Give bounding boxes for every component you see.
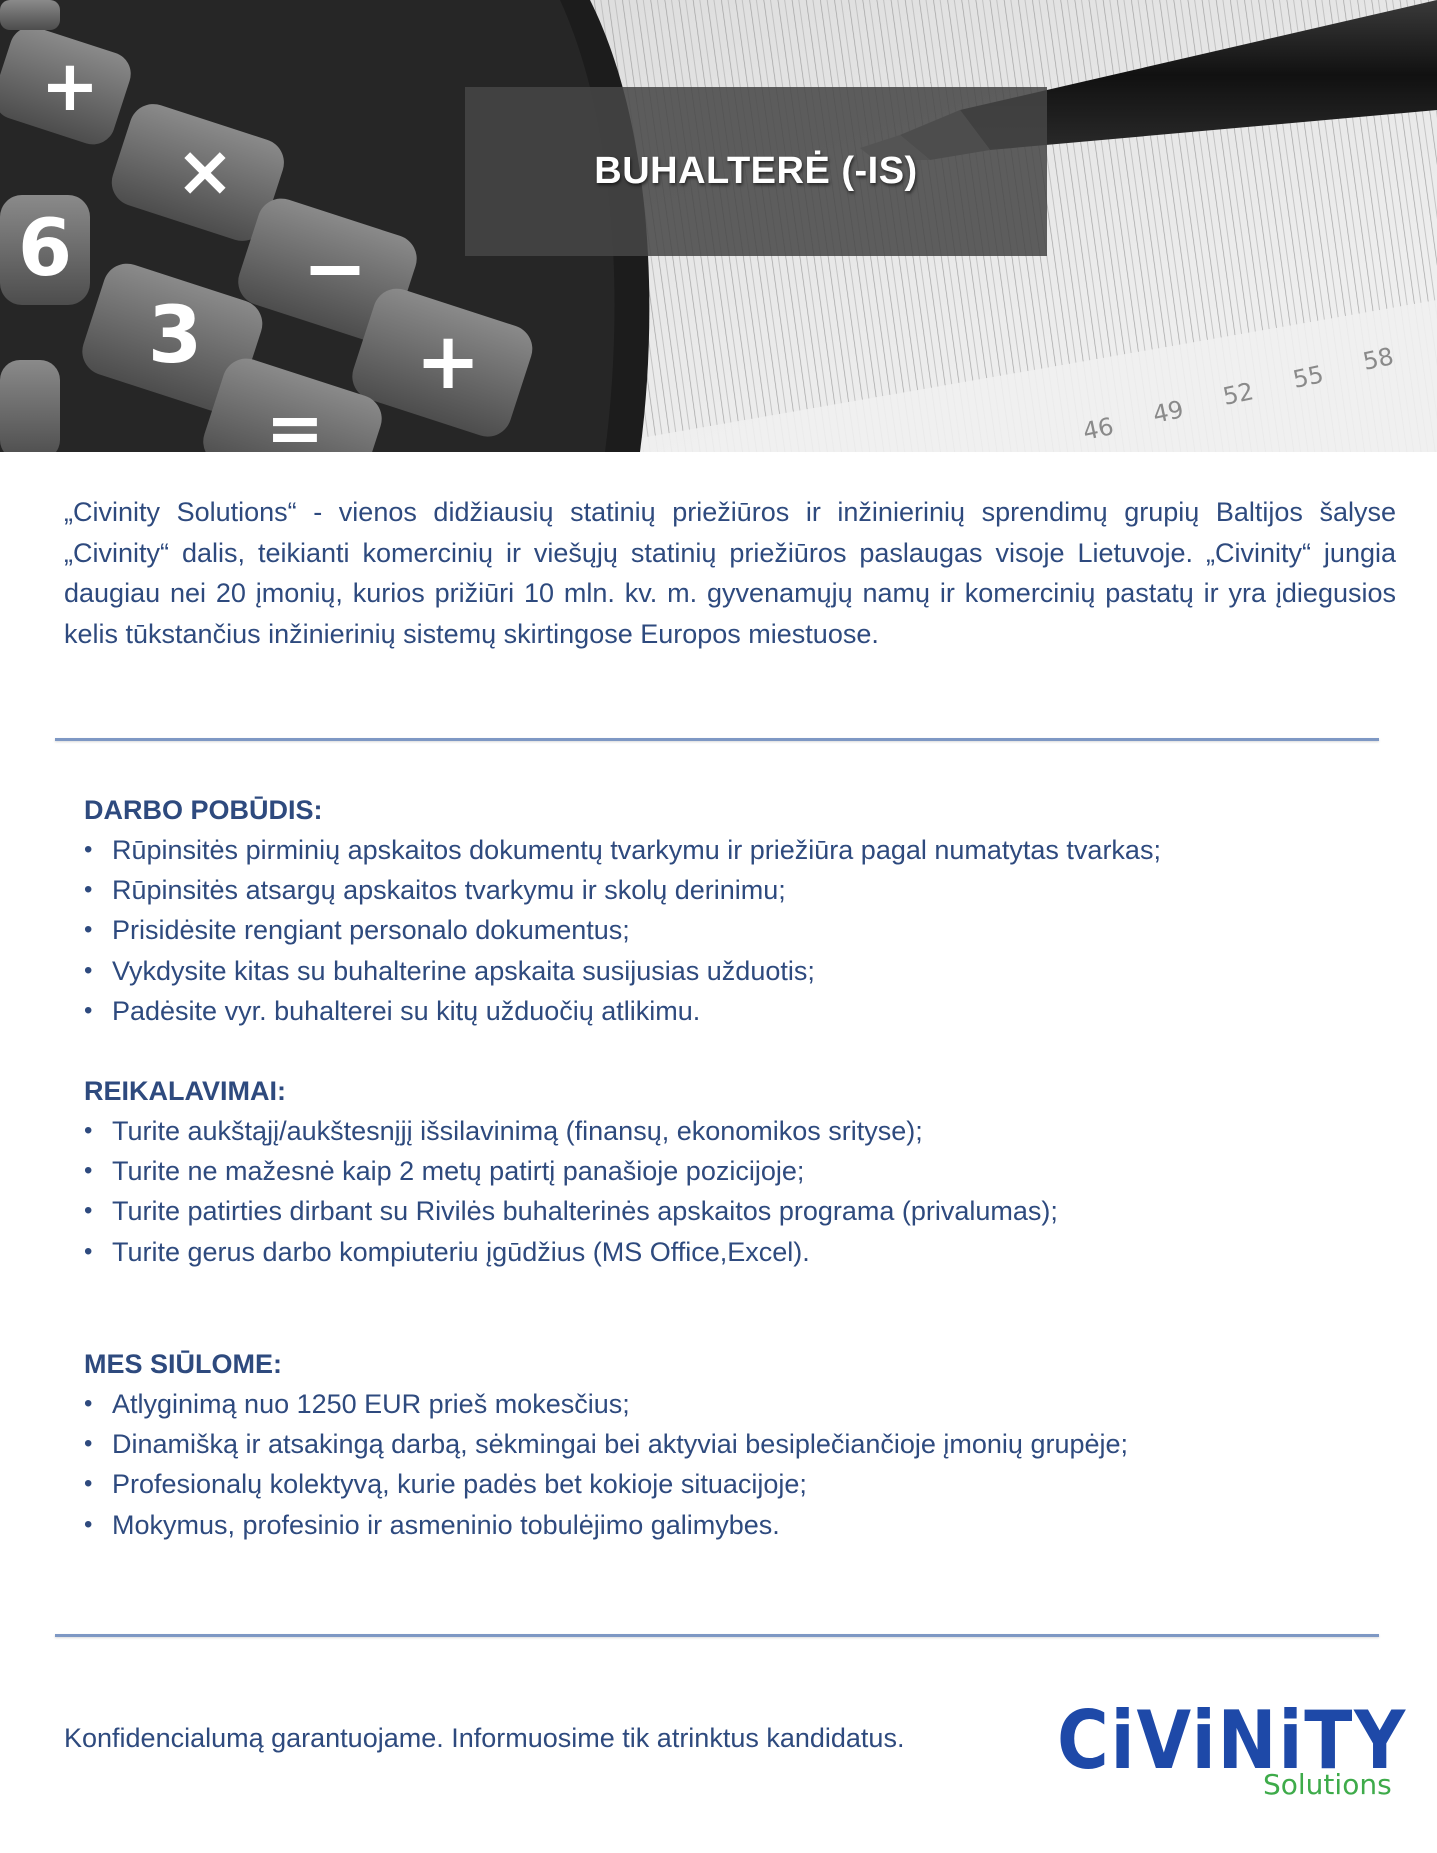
bullet-icon: •	[84, 996, 93, 1024]
list-item	[84, 1232, 1404, 1272]
divider-bottom	[55, 1634, 1379, 1637]
list-item	[84, 910, 1404, 950]
list-item-text: Atlyginimą nuo 1250 EUR prieš mokesčius;	[112, 1389, 630, 1419]
header-image	[0, 0, 1437, 452]
ruler-number: 52	[1220, 377, 1257, 411]
list-item	[84, 951, 1404, 991]
bullet-icon: •	[84, 956, 93, 984]
offer-list	[84, 1384, 1404, 1545]
section-requirements	[84, 1071, 1404, 1272]
logo-sub: Solutions	[1263, 1768, 1392, 1801]
bullet-icon: •	[84, 836, 93, 863]
divider-top	[55, 738, 1379, 741]
bullet-icon: •	[84, 1157, 93, 1185]
confidentiality-note: Konfidencialumą garantuojame. Informuosime tik atrinktus kandidatus.	[64, 1723, 905, 1753]
list-item	[84, 1384, 1404, 1424]
list-item-text: Turite aukštąjį/aukštesnįjį išsilavinimą (finansų, ekonomikos srityse);	[112, 1116, 923, 1146]
company-intro: „Civinity Solutions“ - vienos didžiausių statinių priežiūros ir inžinierinių sprendimų grupių Baltijos šalyse „Civinity“ dalis, teikianti komercinių ir viešųjų statinių priežiūros paslaugas visoje Lietuvoje. „Civinity“ jungia daugiau nei 20 įmonių, kurios prižiūri 10 mln. kv. m. gyvenamųjų namų ir komercinių pastatų ir yra įdiegusios kelis tūkstančius inžinierinių sistemų skirtingose Europos miestuose.	[64, 497, 1396, 649]
list-item-text: Dinamišką ir atsakingą darbą, sėkmingai bei aktyviai besiplečiančioje įmonių grupėje;	[112, 1429, 1129, 1460]
list-item-text: Rūpinsitės pirminių apskaitos dokumentų tvarkymu ir priežiūra pagal numatytas tvarkas;	[112, 835, 1161, 865]
svg-text:+: +	[415, 317, 481, 407]
duties-list	[84, 830, 1404, 1031]
ruler-number: 55	[1290, 360, 1327, 394]
list-item	[84, 870, 1404, 910]
bullet-icon: •	[84, 1117, 93, 1144]
svg-text:=: =	[265, 387, 325, 452]
job-title-box	[465, 87, 1047, 256]
list-item-text: Profesionalų kolektyvą, kurie padės bet kokioje situacijoje;	[112, 1469, 807, 1500]
list-item-text: Turite ne mažesnė kaip 2 metų patirtį panašioje pozicijoje;	[112, 1156, 805, 1187]
list-item	[84, 1464, 1404, 1504]
section-heading: REIKALAVIMAI:	[84, 1076, 286, 1106]
bullet-icon: •	[84, 1510, 93, 1538]
list-item-text: Prisidėsite rengiant personalo dokumentus;	[112, 915, 630, 946]
bullet-icon: •	[84, 1430, 93, 1458]
svg-text:+: +	[40, 45, 100, 127]
logo-word: CiViNiTY	[1057, 1694, 1407, 1787]
bullet-icon: •	[84, 1390, 93, 1417]
list-item	[84, 1191, 1404, 1231]
section-duties	[84, 790, 1404, 1031]
section-heading: MES SIŪLOME:	[84, 1349, 283, 1379]
ruler-number: 49	[1150, 395, 1187, 429]
list-item	[84, 1505, 1404, 1545]
section-heading: DARBO POBŪDIS:	[84, 795, 323, 825]
list-item	[84, 1424, 1404, 1464]
requirements-list	[84, 1111, 1404, 1272]
list-item-text: Vykdysite kitas su buhalterine apskaita susijusias užduotis;	[112, 955, 815, 986]
list-item	[84, 1111, 1404, 1151]
svg-text:6: 6	[17, 204, 73, 294]
bullet-icon: •	[84, 1197, 93, 1225]
bullet-icon: •	[84, 916, 93, 944]
list-item-text: Padėsite vyr. buhalterei su kitų užduočių atlikimu.	[112, 995, 701, 1026]
bullet-icon: •	[84, 1237, 93, 1265]
bullet-icon: •	[84, 876, 93, 904]
list-item-text: Rūpinsitės atsargų apskaitos tvarkymu ir skolų derinimu;	[112, 875, 786, 906]
list-item-text: Turite gerus darbo kompiuteriu įgūdžius (MS Office,Excel).	[112, 1236, 810, 1267]
list-item-text: Mokymus, profesinio ir asmeninio tobulėjimo galimybes.	[112, 1509, 780, 1540]
job-title: BUHALTERĖ (-IS)	[594, 150, 918, 192]
list-item-text: Turite patirties dirbant su Rivilės buhalterinės apskaitos programa (privalumas);	[112, 1196, 1058, 1227]
ruler-number: 46	[1080, 412, 1117, 446]
list-item	[84, 1151, 1404, 1191]
svg-text:×: ×	[175, 130, 235, 212]
svg-text:−: −	[302, 224, 368, 314]
ruler-number: 58	[1360, 342, 1397, 376]
section-offer	[84, 1344, 1404, 1545]
list-item	[84, 830, 1404, 870]
bullet-icon: •	[84, 1470, 93, 1498]
list-item	[84, 991, 1404, 1031]
svg-text:3: 3	[147, 291, 203, 381]
